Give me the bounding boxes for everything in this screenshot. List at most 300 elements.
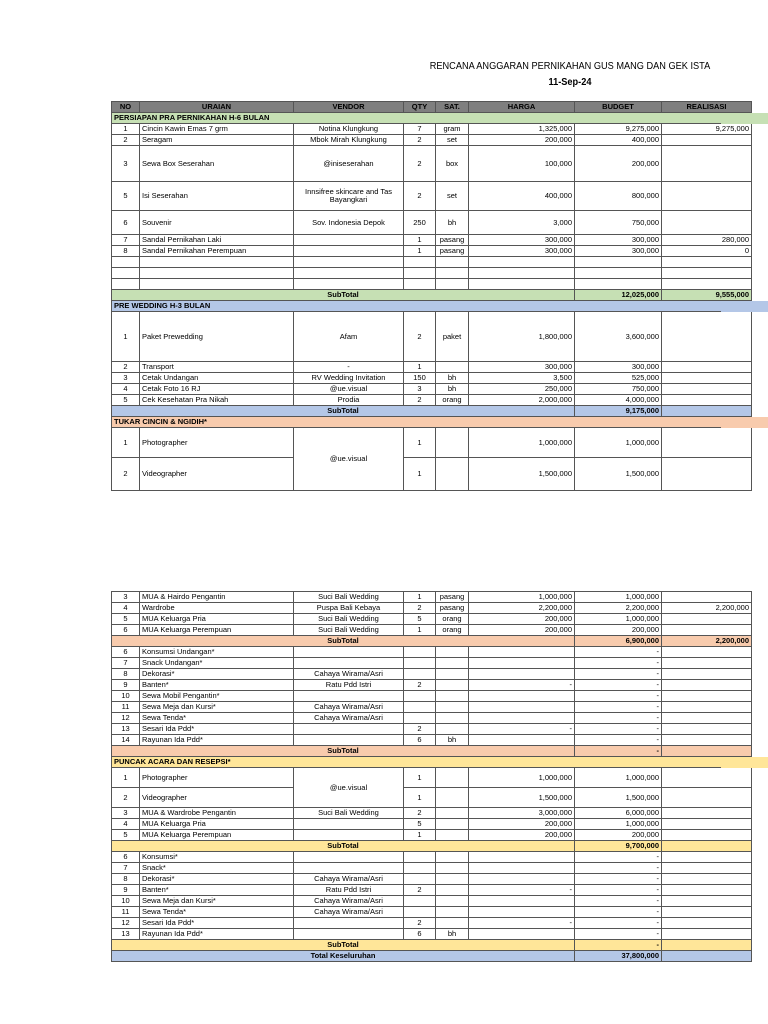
item-description: Sewa Meja dan Kursi* (140, 702, 294, 713)
item-unit (436, 852, 469, 863)
item-price: 300,000 (469, 246, 575, 257)
table-row (112, 373, 752, 384)
item-qty: 2 (404, 146, 436, 182)
item-qty (404, 669, 436, 680)
item-budget: - (575, 735, 662, 746)
item-budget: - (575, 658, 662, 669)
document-date: 11-Sep-24 (548, 77, 592, 88)
item-unit: pasang (436, 603, 469, 614)
item-unit (436, 768, 469, 788)
item-vendor: Notina Klungkung (294, 124, 404, 135)
item-no: 11 (112, 702, 140, 713)
item-description (140, 257, 294, 268)
item-description: MUA Keluarga Pria (140, 614, 294, 625)
item-price: 1,325,000 (469, 124, 575, 135)
item-description: MUA & Hairdo Pengantin (140, 592, 294, 603)
item-qty: 2 (404, 680, 436, 691)
item-qty (404, 702, 436, 713)
item-vendor: Cahaya Wirama/Asri (294, 713, 404, 724)
table-row (112, 874, 752, 885)
section-color-band (721, 757, 768, 768)
item-no: 12 (112, 918, 140, 929)
table-row (112, 182, 752, 211)
item-budget: - (575, 680, 662, 691)
item-price: 1,000,000 (469, 768, 575, 788)
item-vendor (294, 257, 404, 268)
item-price: 200,000 (469, 135, 575, 146)
item-no: 2 (112, 362, 140, 373)
item-budget: 1,000,000 (575, 768, 662, 788)
item-no: 1 (112, 428, 140, 458)
item-no: 7 (112, 658, 140, 669)
item-unit (436, 362, 469, 373)
item-realization (662, 830, 752, 841)
item-vendor: Puspa Bali Kebaya (294, 603, 404, 614)
item-price (469, 647, 575, 658)
item-no: 9 (112, 680, 140, 691)
item-realization (662, 885, 752, 896)
item-realization: 280,000 (662, 235, 752, 246)
table-row (112, 680, 752, 691)
item-realization (662, 211, 752, 235)
header-sat: SAT. (436, 102, 469, 113)
item-description: Photographer (140, 768, 294, 788)
table-row (112, 808, 752, 819)
item-price (469, 874, 575, 885)
section-title: PUNCAK ACARA DAN RESEPSI* (112, 757, 752, 768)
item-realization (662, 373, 752, 384)
item-budget: - (575, 929, 662, 940)
item-vendor (294, 819, 404, 830)
item-budget: 300,000 (575, 362, 662, 373)
item-unit: bh (436, 373, 469, 384)
table-row (112, 852, 752, 863)
item-price: - (469, 918, 575, 929)
item-budget: - (575, 874, 662, 885)
item-budget: 1,000,000 (575, 592, 662, 603)
item-budget: 200,000 (575, 146, 662, 182)
item-realization (662, 312, 752, 362)
table-row (112, 279, 752, 290)
item-qty: 1 (404, 592, 436, 603)
item-description: Sewa Tenda* (140, 907, 294, 918)
item-no: 1 (112, 124, 140, 135)
item-realization (662, 647, 752, 658)
item-qty: 1 (404, 625, 436, 636)
item-vendor: Ratu Pdd Istri (294, 680, 404, 691)
section-title: PRE WEDDING H-3 BULAN (112, 301, 752, 312)
item-realization (662, 384, 752, 395)
item-budget: 300,000 (575, 246, 662, 257)
item-realization (662, 279, 752, 290)
item-budget: 300,000 (575, 235, 662, 246)
header-harga: HARGA (469, 102, 575, 113)
table-row (112, 428, 752, 458)
subtotal-realisasi (662, 406, 752, 417)
item-realization (662, 852, 752, 863)
item-budget (575, 279, 662, 290)
item-budget: 1,500,000 (575, 788, 662, 808)
item-budget: - (575, 863, 662, 874)
item-unit: orang (436, 625, 469, 636)
item-qty (404, 691, 436, 702)
item-no: 5 (112, 395, 140, 406)
item-vendor: Innsifree skincare and Tas Bayangkari (294, 182, 404, 211)
table-row (112, 658, 752, 669)
item-realization (662, 863, 752, 874)
item-budget: - (575, 724, 662, 735)
item-qty: 1 (404, 362, 436, 373)
item-qty: 1 (404, 768, 436, 788)
item-price: 1,800,000 (469, 312, 575, 362)
item-description: MUA Keluarga Perempuan (140, 625, 294, 636)
item-price (469, 279, 575, 290)
header-budget: BUDGET (575, 102, 662, 113)
item-qty: 2 (404, 918, 436, 929)
item-no (112, 257, 140, 268)
item-qty (404, 852, 436, 863)
item-no (112, 268, 140, 279)
item-vendor (294, 918, 404, 929)
item-budget: 750,000 (575, 384, 662, 395)
item-realization (662, 428, 752, 458)
item-realization (662, 680, 752, 691)
item-qty: 6 (404, 929, 436, 940)
item-unit: bh (436, 384, 469, 395)
table-row (112, 384, 752, 395)
item-unit: bh (436, 211, 469, 235)
item-budget (575, 268, 662, 279)
item-realization (662, 257, 752, 268)
item-no: 4 (112, 384, 140, 395)
header-qty: QTY (404, 102, 436, 113)
item-unit: box (436, 146, 469, 182)
table-row (112, 768, 752, 788)
item-vendor: @ue.visual (294, 428, 404, 491)
table-row (112, 929, 752, 940)
table-row (112, 614, 752, 625)
item-vendor (294, 724, 404, 735)
item-description (140, 279, 294, 290)
item-realization (662, 788, 752, 808)
item-vendor: Cahaya Wirama/Asri (294, 702, 404, 713)
item-qty (404, 658, 436, 669)
table-row (112, 124, 752, 135)
item-budget: - (575, 647, 662, 658)
item-vendor (294, 658, 404, 669)
item-vendor: Sov. Indonesia Depok (294, 211, 404, 235)
section-header-row (112, 113, 752, 124)
item-unit (436, 680, 469, 691)
item-qty: 7 (404, 124, 436, 135)
item-description: Cetak Foto 16 RJ (140, 384, 294, 395)
table-row (112, 312, 752, 362)
item-no: 8 (112, 874, 140, 885)
item-no: 5 (112, 830, 140, 841)
grand-total-row (112, 951, 752, 962)
item-budget: - (575, 713, 662, 724)
item-vendor (294, 235, 404, 246)
item-realization (662, 669, 752, 680)
section-title: TUKAR CINCIN & NGIDIH* (112, 417, 752, 428)
item-budget: 400,000 (575, 135, 662, 146)
item-price: 200,000 (469, 614, 575, 625)
item-description: Wardrobe (140, 603, 294, 614)
item-no: 6 (112, 625, 140, 636)
subtotal-row (112, 636, 752, 647)
item-realization (662, 918, 752, 929)
item-description: Cincin Kawin Emas 7 grm (140, 124, 294, 135)
table-row (112, 863, 752, 874)
header-vendor: VENDOR (294, 102, 404, 113)
item-price (469, 702, 575, 713)
item-price: 3,000 (469, 211, 575, 235)
item-realization (662, 182, 752, 211)
grand-total-budget: 37,800,000 (575, 951, 662, 962)
item-realization (662, 713, 752, 724)
item-qty: 2 (404, 724, 436, 735)
item-vendor: Cahaya Wirama/Asri (294, 896, 404, 907)
item-vendor (294, 279, 404, 290)
subtotal-budget: 9,175,000 (575, 406, 662, 417)
item-description: Rayunan Ida Pdd* (140, 929, 294, 940)
item-budget: 200,000 (575, 830, 662, 841)
item-unit (436, 669, 469, 680)
section-header-row (112, 757, 752, 768)
item-qty: 2 (404, 135, 436, 146)
subtotal-row (112, 940, 752, 951)
item-description: Sewa Box Seserahan (140, 146, 294, 182)
table-row (112, 458, 752, 491)
item-price: 200,000 (469, 830, 575, 841)
table-row (112, 135, 752, 146)
item-realization: 0 (662, 246, 752, 257)
table-row (112, 235, 752, 246)
item-vendor: Cahaya Wirama/Asri (294, 669, 404, 680)
item-unit (436, 724, 469, 735)
item-realization (662, 614, 752, 625)
subtotal-budget: 6,900,000 (575, 636, 662, 647)
item-description: Videographer (140, 458, 294, 491)
item-description: Sesari Ida Pdd* (140, 918, 294, 929)
item-qty (404, 268, 436, 279)
item-budget: 1,000,000 (575, 819, 662, 830)
item-description: Cetak Undangan (140, 373, 294, 384)
item-price: - (469, 680, 575, 691)
item-qty: 2 (404, 603, 436, 614)
item-description: Snack Undangan* (140, 658, 294, 669)
item-unit (436, 458, 469, 491)
item-price: 1,000,000 (469, 592, 575, 603)
item-description: Rayunan Ida Pdd* (140, 735, 294, 746)
table-row (112, 246, 752, 257)
item-description: Seragam (140, 135, 294, 146)
item-budget: - (575, 896, 662, 907)
item-qty: 1 (404, 458, 436, 491)
item-unit (436, 691, 469, 702)
item-realization (662, 146, 752, 182)
item-description: Sandal Pernikahan Perempuan (140, 246, 294, 257)
subtotal-label: SubTotal (112, 636, 575, 647)
item-budget: - (575, 885, 662, 896)
item-qty: 1 (404, 235, 436, 246)
item-budget: 1,500,000 (575, 458, 662, 491)
table-row (112, 830, 752, 841)
table-row (112, 268, 752, 279)
item-description (140, 268, 294, 279)
table-row (112, 702, 752, 713)
item-price: 300,000 (469, 235, 575, 246)
item-realization: 2,200,000 (662, 603, 752, 614)
item-qty (404, 257, 436, 268)
item-price: 2,200,000 (469, 603, 575, 614)
item-description: Snack* (140, 863, 294, 874)
item-unit (436, 896, 469, 907)
item-unit (436, 257, 469, 268)
item-budget: - (575, 669, 662, 680)
item-description: Sewa Tenda* (140, 713, 294, 724)
item-description: Dekorasi* (140, 874, 294, 885)
item-no: 5 (112, 182, 140, 211)
item-qty: 1 (404, 830, 436, 841)
table-row (112, 724, 752, 735)
item-qty: 2 (404, 182, 436, 211)
item-budget: 9,275,000 (575, 124, 662, 135)
item-price (469, 713, 575, 724)
subtotal-budget: - (575, 940, 662, 951)
item-unit (436, 808, 469, 819)
item-description: MUA Keluarga Pria (140, 819, 294, 830)
item-description: Sewa Meja dan Kursi* (140, 896, 294, 907)
item-realization (662, 268, 752, 279)
section-title: PERSIAPAN PRA PERNIKAHAN H-6 BULAN (112, 113, 752, 124)
item-vendor (294, 929, 404, 940)
item-no: 5 (112, 614, 140, 625)
subtotal-budget: 9,700,000 (575, 841, 662, 852)
item-unit (436, 279, 469, 290)
item-vendor (294, 830, 404, 841)
item-unit: set (436, 135, 469, 146)
item-unit (436, 702, 469, 713)
item-qty (404, 713, 436, 724)
item-realization (662, 625, 752, 636)
item-price: 100,000 (469, 146, 575, 182)
item-vendor: @ue.visual (294, 768, 404, 808)
item-no: 4 (112, 603, 140, 614)
item-budget: 1,000,000 (575, 428, 662, 458)
item-description: Souvenir (140, 211, 294, 235)
item-budget: 200,000 (575, 625, 662, 636)
item-description: Isi Seserahan (140, 182, 294, 211)
item-unit: pasang (436, 246, 469, 257)
grand-total-label: Total Keseluruhan (112, 951, 575, 962)
item-no: 2 (112, 135, 140, 146)
subtotal-realisasi: 2,200,000 (662, 636, 752, 647)
item-budget: 6,000,000 (575, 808, 662, 819)
item-no: 6 (112, 211, 140, 235)
item-budget (575, 257, 662, 268)
table-row (112, 395, 752, 406)
item-qty: 150 (404, 373, 436, 384)
subtotal-row (112, 290, 752, 301)
item-description: Videographer (140, 788, 294, 808)
item-description: MUA Keluarga Perempuan (140, 830, 294, 841)
item-qty: 2 (404, 808, 436, 819)
item-no: 3 (112, 592, 140, 603)
item-no: 4 (112, 819, 140, 830)
item-unit (436, 713, 469, 724)
item-qty: 2 (404, 312, 436, 362)
item-realization (662, 395, 752, 406)
item-budget: 4,000,000 (575, 395, 662, 406)
item-vendor: RV Wedding Invitation (294, 373, 404, 384)
item-price: 250,000 (469, 384, 575, 395)
table-row (112, 211, 752, 235)
item-no: 1 (112, 312, 140, 362)
subtotal-realisasi (662, 841, 752, 852)
item-vendor: Mbok Mirah Klungkung (294, 135, 404, 146)
item-vendor: @ue.visual (294, 384, 404, 395)
item-budget: - (575, 702, 662, 713)
item-qty (404, 896, 436, 907)
item-no: 2 (112, 788, 140, 808)
item-unit: bh (436, 929, 469, 940)
section-color-band (721, 301, 768, 312)
item-description: Sandal Pernikahan Laki (140, 235, 294, 246)
item-qty (404, 647, 436, 658)
item-budget: 750,000 (575, 211, 662, 235)
item-no: 8 (112, 246, 140, 257)
item-budget: 525,000 (575, 373, 662, 384)
table-row (112, 691, 752, 702)
item-price (469, 268, 575, 279)
item-qty: 2 (404, 395, 436, 406)
item-realization (662, 658, 752, 669)
table-row (112, 819, 752, 830)
section-color-band (721, 417, 768, 428)
header-no: NO (112, 102, 140, 113)
item-budget: 1,000,000 (575, 614, 662, 625)
subtotal-realisasi (662, 746, 752, 757)
table-row (112, 603, 752, 614)
section-header-row (112, 417, 752, 428)
item-budget: - (575, 918, 662, 929)
item-description: Sewa Mobil Pengantin* (140, 691, 294, 702)
item-no: 9 (112, 885, 140, 896)
item-description: Dekorasi* (140, 669, 294, 680)
table-row (112, 592, 752, 603)
item-realization (662, 907, 752, 918)
item-budget: - (575, 691, 662, 702)
table-row (112, 362, 752, 373)
subtotal-row (112, 406, 752, 417)
subtotal-label: SubTotal (112, 940, 575, 951)
item-unit (436, 428, 469, 458)
item-unit (436, 658, 469, 669)
section-header-row (112, 301, 752, 312)
table-row (112, 788, 752, 808)
item-unit: bh (436, 735, 469, 746)
item-realization (662, 929, 752, 940)
item-realization (662, 819, 752, 830)
subtotal-label: SubTotal (112, 746, 575, 757)
item-qty: 5 (404, 819, 436, 830)
item-price (469, 691, 575, 702)
item-realization (662, 592, 752, 603)
subtotal-budget: 12,025,000 (575, 290, 662, 301)
item-qty (404, 863, 436, 874)
item-realization (662, 691, 752, 702)
